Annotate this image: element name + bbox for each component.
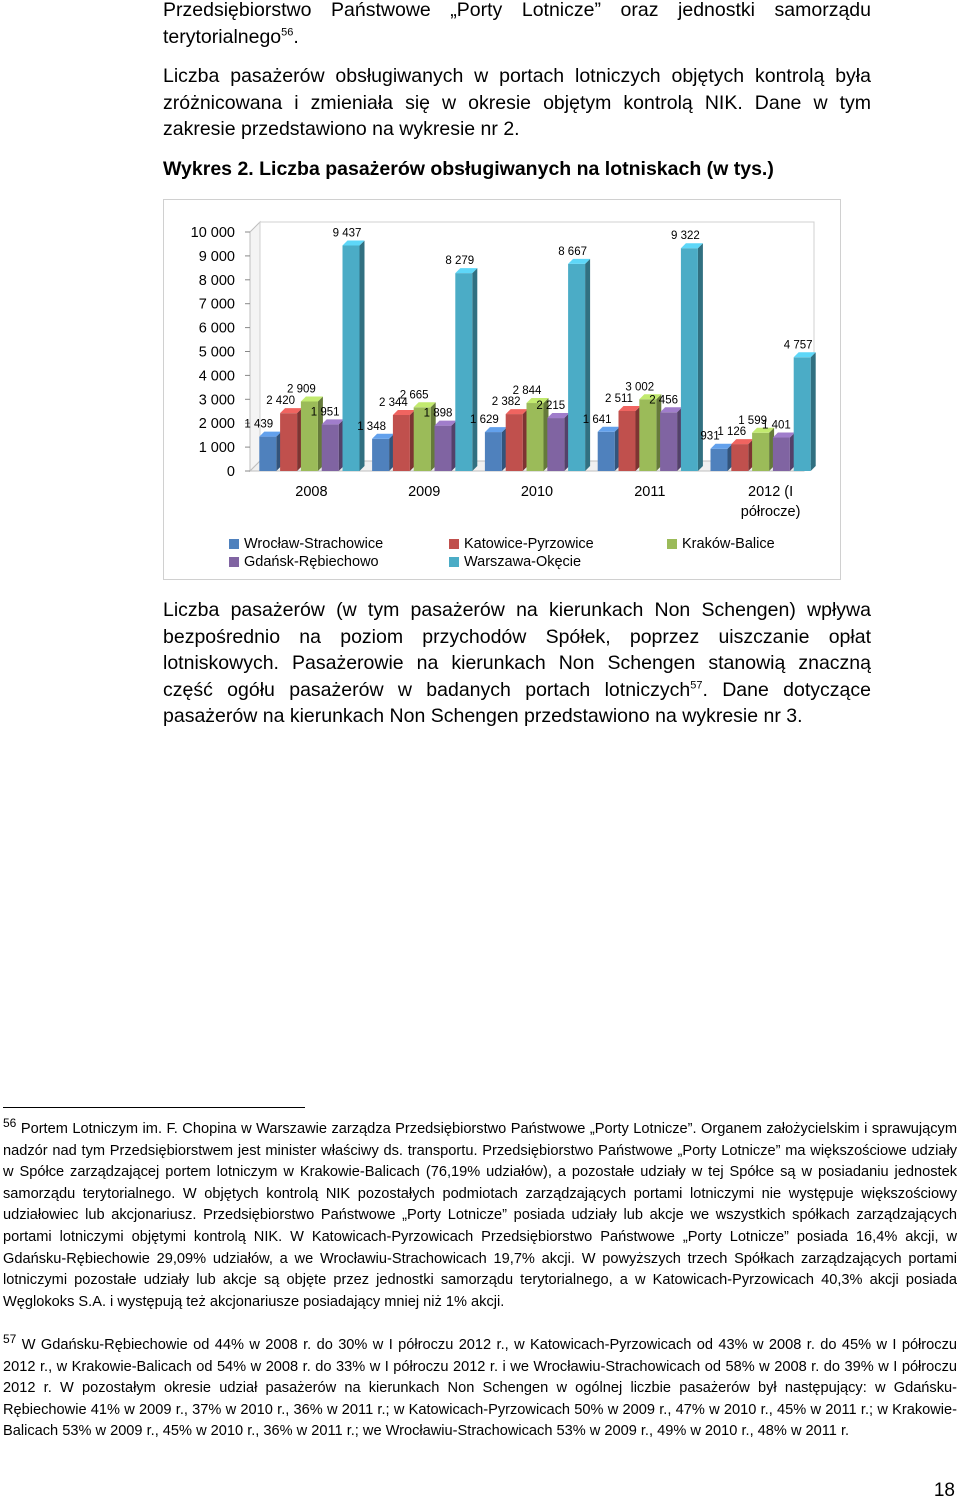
- bar: [752, 433, 769, 471]
- footnote-separator: [3, 1107, 305, 1108]
- data-label: 2 456: [649, 394, 678, 407]
- footnote-text: Portem Lotniczym im. F. Chopina w Warszawie zarządza Przedsiębiorstwo Państwowe „Porty Lotnicze”. Organem założycielskim i sprawującym nadzór nad tym Przedsiębiorstwem jest minister właściwy ds. transportu. Przedsiębiorstwo Państwowe „Porty Lotnicze” ma większościowe udziały w Spółce zarządzającej portem lotniczym w Krakowie-Balicach (76,19% udziałów), a pozostałe udziały w tej Spółce są w posiadaniu jednostek samorządu terytorialnego. W objętych kontrolą NIK pozostałych podmiotach zarządzających portami lotniczymi nie występuje większościowy udziałowiec lub akcjonariusz. Przedsiębiorstwo Państwowe „Porty Lotnicze” posiada udziały lub akcje we wszystkich spółkach zarządzających portami lotniczymi objętymi kontrolą NIK. W Katowicach-Pyrzowicach Przedsiębiorstwo Państwowe „Porty Lotnicze” posiada 16,4% akcji, w Gdańsku-Rębiechowie 29,09% udziałów, a we Wrocławiu-Strachowicach 19,7% akcji. W powyższych trzech Spółkach zarządzających portami lotniczymi pozostałe udziały lub akcje są objęte przez jednostki samorządu terytorialnego, a w Katowicach-Pyrzowicach 40,3% akcji posiada Węglokoks S.A. i występują też akcjonariusze posiadający mniej niż 1% akcji.: [3, 1121, 957, 1310]
- footnote-57: [3, 1332, 957, 1443]
- footnote-56: [3, 1116, 957, 1313]
- bar: [773, 438, 790, 471]
- y-tick-label: 0: [226, 464, 235, 480]
- data-label: 4 757: [783, 339, 813, 352]
- data-label: 2 511: [605, 392, 633, 405]
- data-label: 2 215: [536, 400, 566, 413]
- legend-item-katowice: [449, 535, 594, 553]
- footnote-number: 56: [3, 1116, 17, 1131]
- y-tick-label: 1 000: [198, 440, 235, 457]
- category-label-line2: półrocze): [740, 504, 801, 520]
- bar: [322, 424, 339, 471]
- page-number: 18: [933, 1480, 955, 1501]
- bar: [794, 357, 811, 471]
- data-label: 1 401: [762, 419, 791, 432]
- non-schengen-paragraph: [163, 597, 871, 730]
- data-label: 2 844: [512, 385, 542, 398]
- category-label: 2008: [295, 484, 328, 500]
- legend-item-gdansk: [229, 553, 379, 571]
- figure-caption: Wykres 2. Liczba pasażerów obsługiwanych na lotniskach (w tys.): [163, 158, 774, 180]
- data-label: 2 665: [399, 389, 429, 402]
- data-label: 2 344: [379, 396, 408, 409]
- bar: [372, 439, 389, 471]
- data-label: 1 641: [582, 413, 612, 426]
- bar: [568, 264, 585, 471]
- bar: [681, 248, 698, 471]
- bar: [393, 415, 410, 471]
- legend-swatch: [449, 539, 459, 549]
- category-label: 2011: [634, 484, 666, 500]
- bar-side: [811, 352, 816, 471]
- bar-side: [472, 268, 477, 471]
- data-label: 1 126: [717, 426, 747, 439]
- footnote-text: W Gdańsku-Rębiechowie od 44% w 2008 r. do 30% w I półroczu 2012 r., w Katowicach-Pyrzowicach od 43% w 2008 r. do 45% w I półroczu 2012 r., w Krakowie-Balicach od 54% w 2008 r. do 33% w I półroczu 2012 r. i we Wrocławiu-Strachowicach od 58% w 2008 r. do 39% w I półroczu 2012 r. W pozostałym okresie udział pasażerów na kierunkach Non Schengen w ogólnej liczbie pasażerów był następujący: w Gdańsku-Rębiechowie 41% w 2009 r., 37% w 2010 r., 36% w 2011 r.; w Katowicach-Pyrzowicach 50% w 2009 r., 47% w 2010 r., 45% w 2011 r.; w Krakowie-Balicach 53% w 2009 r., 45% w 2010 r., 36% w 2011 r.; we Wrocławiu-Strachowicach 53% w 2009 r., 49% w 2010 r., 48% w 2011 r.: [3, 1337, 957, 1440]
- top-paragraph-text: Przedsiębiorstwo Państwowe „Porty Lotnicze” oraz jednostki samorządu terytorialnego: [163, 0, 871, 48]
- data-label: 1 348: [357, 420, 386, 433]
- category-label: 2012 (I: [748, 484, 794, 500]
- bar: [527, 403, 544, 471]
- legend-swatch: [449, 557, 459, 567]
- non-schengen-paragraph-end: . Dane dotyczące pasażerów na kierunkach Non Schengen przedstawiono na wykresie nr 3.: [163, 678, 871, 727]
- bar: [485, 432, 502, 471]
- data-label: 1 599: [738, 414, 767, 427]
- legend-label: Gdańsk-Rębiechowo: [244, 554, 379, 570]
- legend-item-warszawa: [449, 553, 581, 571]
- legend-swatch: [229, 557, 239, 567]
- y-tick-label: 8 000: [198, 272, 235, 289]
- data-label: 1 951: [310, 406, 340, 419]
- data-label: 9 322: [671, 230, 700, 243]
- bar: [506, 414, 523, 471]
- legend-item-krakow: [667, 535, 775, 553]
- data-label: 8 667: [558, 245, 587, 258]
- bar: [455, 273, 472, 471]
- chart-container: [163, 199, 841, 580]
- legend-label: Warszawa-Okęcie: [464, 554, 582, 570]
- data-label: 9 437: [332, 227, 362, 240]
- y-tick-label: 10 000: [190, 225, 235, 241]
- category-label: 2010: [520, 484, 554, 500]
- y-tick-label: 9 000: [198, 248, 235, 265]
- y-tick-label: 2 000: [198, 416, 235, 433]
- non-schengen-paragraph-text: Liczba pasażerów (w tym pasażerów na kierunkach Non Schengen) wpływa bezpośrednio na poziom przychodów Spółek, poprzez uiszczanie opłat lotniskowych. Pasażerowie na kierunkach Non Schengen stanowią znaczną część ogółu pasażerów w badanych portach lotniczych: [163, 599, 871, 701]
- data-label: 2 909: [287, 383, 316, 396]
- intro-paragraph: Liczba pasażerów obsługiwanych w portach lotniczych objętych kontrolą była zróżnicowana i zmieniała się w okresie objętym kontrolą NIK. Dane w tym zakresie przedstawiono na wykresie nr 2.: [163, 65, 871, 140]
- legend-swatch: [667, 539, 677, 549]
- top-paragraph: [163, 0, 871, 50]
- legend-label: Kraków-Balice: [682, 536, 775, 552]
- data-label: 3 002: [625, 381, 655, 394]
- y-tick-label: 5 000: [198, 344, 235, 361]
- data-label: 2 382: [491, 396, 521, 409]
- y-tick-label: 7 000: [198, 296, 235, 313]
- data-label: 1 439: [244, 418, 274, 431]
- bar: [660, 412, 677, 471]
- data-label: 2 420: [266, 395, 295, 408]
- footnote-number: 57: [3, 1332, 17, 1347]
- bar: [259, 437, 276, 471]
- bar: [619, 411, 636, 471]
- legend-label: Katowice-Pyrzowice: [464, 536, 594, 552]
- bar: [280, 413, 297, 471]
- bar-chart: [164, 200, 840, 579]
- bar: [547, 418, 564, 471]
- y-tick-label: 3 000: [198, 392, 235, 409]
- legend-label: Wrocław-Strachowice: [244, 536, 384, 552]
- data-label: 1 898: [423, 407, 453, 420]
- y-tick-label: 4 000: [198, 368, 235, 385]
- top-paragraph-end: .: [293, 25, 299, 48]
- bar: [731, 444, 748, 471]
- data-label: 8 279: [445, 255, 475, 268]
- bar: [639, 399, 656, 471]
- footnote-ref-57[interactable]: 57: [690, 679, 703, 691]
- bar: [598, 432, 615, 471]
- y-tick-label: 6 000: [198, 320, 235, 337]
- data-label: 931: [700, 430, 720, 443]
- bar-side: [585, 259, 590, 471]
- legend-item-wroclaw: [229, 535, 383, 553]
- legend-swatch: [229, 539, 239, 549]
- bar-side: [360, 240, 365, 471]
- data-label: 1 629: [470, 414, 499, 427]
- footnote-ref-56[interactable]: 56: [281, 26, 294, 38]
- chart-side-wall: [250, 222, 260, 471]
- category-label: 2009: [408, 484, 441, 500]
- bar: [343, 245, 360, 471]
- bar: [435, 426, 452, 471]
- bar: [711, 449, 728, 471]
